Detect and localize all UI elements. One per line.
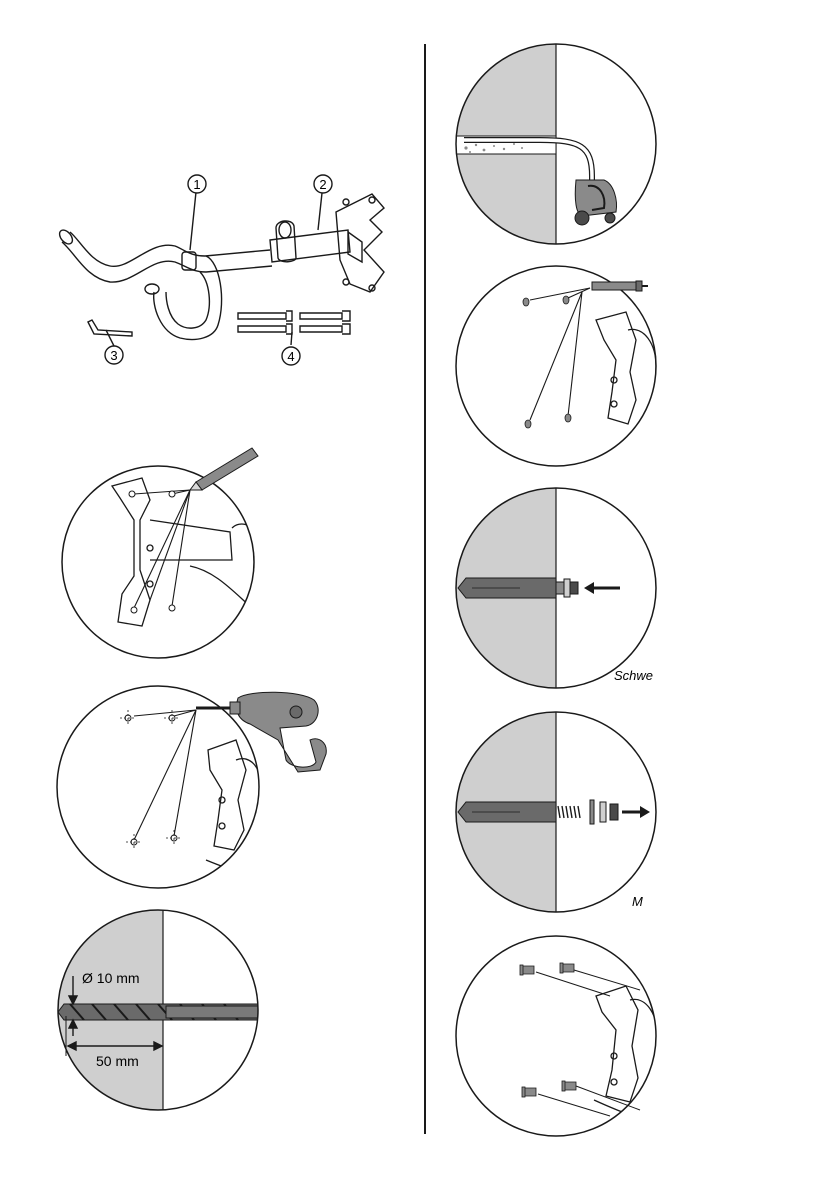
drill-depth-label: 50 mm xyxy=(96,1053,139,1069)
anchor-bolts-part xyxy=(238,311,350,334)
callout-4: 4 xyxy=(287,349,295,364)
callout-3: 3 xyxy=(110,348,118,363)
wall-bracket-part xyxy=(270,194,384,292)
step-clean-hole xyxy=(450,40,666,250)
anchor-bolt-icon xyxy=(592,281,648,291)
step-drill-holes xyxy=(57,686,326,888)
step-anchor-in-wall xyxy=(450,484,666,694)
parts-overview xyxy=(57,175,384,365)
step-insert-anchors xyxy=(456,266,656,466)
caption-m: M xyxy=(632,894,643,909)
step-drill-depth xyxy=(50,900,273,1120)
drill-diameter-label: Ø 10 mm xyxy=(82,970,140,986)
step-mark-holes xyxy=(62,448,262,658)
step-remove-nut xyxy=(450,708,666,918)
handle-bar-part xyxy=(57,228,272,340)
callout-1: 1 xyxy=(193,177,201,192)
pencil-icon xyxy=(190,448,258,490)
caption-heavy: Schwe xyxy=(614,668,654,683)
step-mount-bracket xyxy=(456,936,660,1136)
screw-icons xyxy=(520,963,576,1097)
callout-2: 2 xyxy=(319,177,327,192)
allen-key-part xyxy=(88,320,132,336)
